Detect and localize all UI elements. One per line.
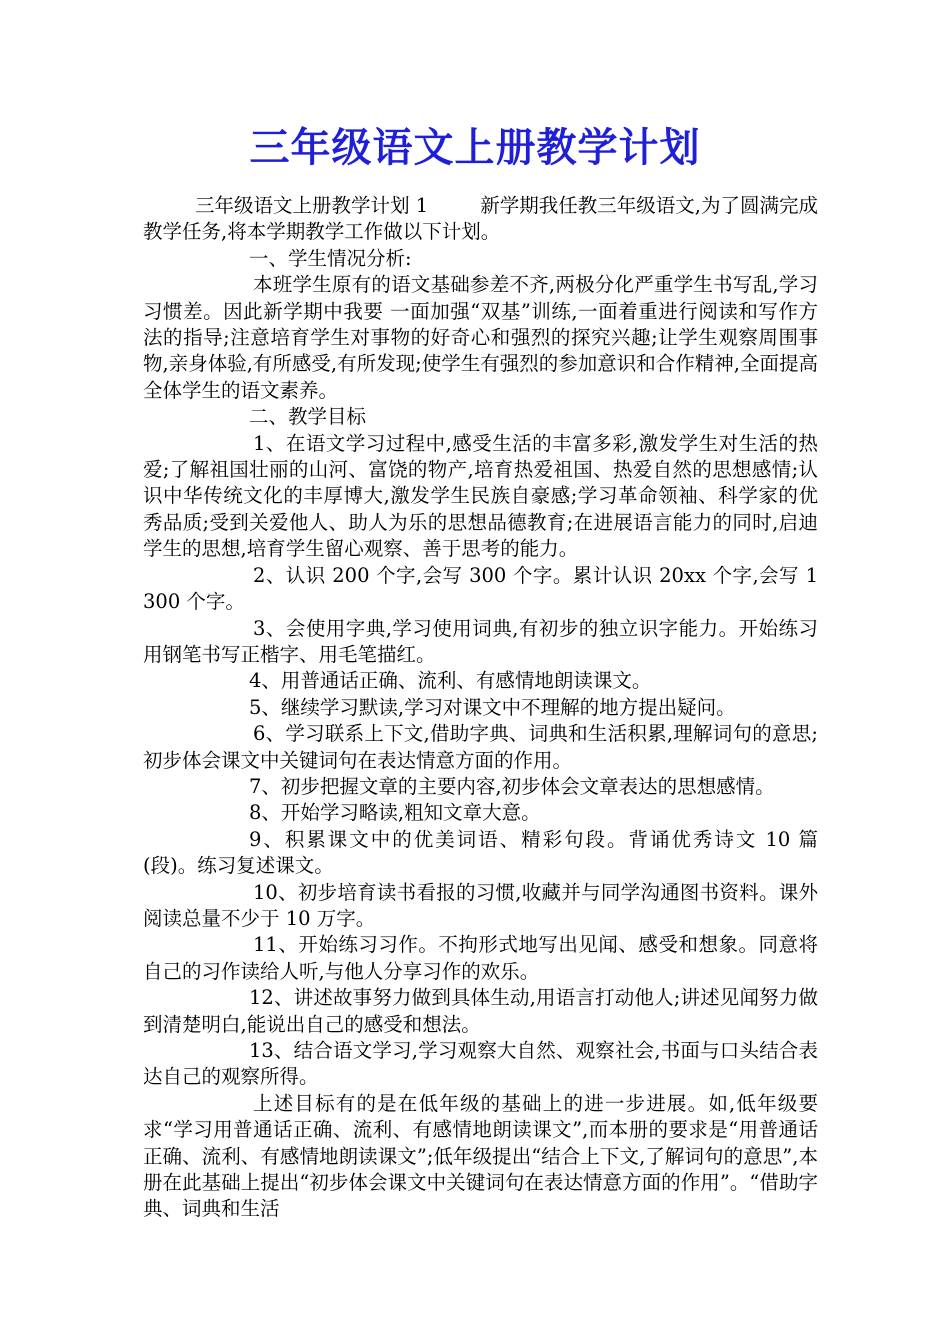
section1-heading: 一、学生情况分析:: [249, 246, 412, 270]
goal-item: 11、开始练习习作。不拘形式地写出见闻、感受和想象。同意将自己的习作读给人听,与他人分享习作的欢乐。: [143, 933, 818, 983]
goal-item: 10、初步培育读书看报的习惯,收藏并与同学沟通图书资料。课外阅读总量不少于 10 万字。: [143, 880, 818, 930]
goal-item: 9、积累课文中的优美词语、精彩句段。背诵优秀诗文 10 篇(段)。练习复述课文。: [143, 827, 818, 878]
section1-text: 本班学生原有的语文基础参差不齐,两极分化严重学生书写乱,学习习惯差。因此新学期中我要 一面加强“双基”训练,一面着重进行阅读和写作方法的指导;注意培育学生对事物的好奇心和强烈的探究兴趣;让学生观察周围事物,亲身体验,有所感受,有所发现;使学生有强烈的参加意识和合作精神,全面提高全体学生的语文素养。: [143, 273, 818, 402]
section2-heading: 二、教学目标: [249, 405, 367, 429]
goal-item: 13、结合语文学习,学习观察大自然、观察社会,书面与口头结合表达自己的观察所得。: [143, 1039, 818, 1089]
goal-item: 8、开始学习略读,粗知文章大意。: [249, 801, 541, 825]
intro-heading: 三年级语文上册教学计划 1: [195, 194, 429, 217]
goal-item: 12、讲述故事努力做到具体生动,用语言打动他人;讲述见闻努力做到清楚明白,能说出自己的感受和想法。: [143, 986, 818, 1036]
goal-item: 2、认识 200 个字,会写 300 个字。累计认识 20xx 个字,会写 1300 个字。: [143, 563, 818, 614]
goal-item: 5、继续学习默读,学习对课文中不理解的地方提出疑问。: [249, 695, 736, 719]
intro-paragraph: [143, 193, 818, 246]
goal-item: 6、学习联系上下文,借助字典、词典和生活积累,理解词句的意思;初步体会课文中关键词句在表达情意方面的作用。: [143, 722, 818, 772]
section2-summary: 上述目标有的是在低年级的基础上的进一步进展。如,低年级要求“学习用普通话正确、流利、有感情地朗读课文”,而本册的要求是“用普通话正确、流利、有感情地朗读课文”;低年级提出“结合上下文,了解词句的意思”,本册在此基础上提出“初步体会课文中关键词句在表达情意方面的作用”。“借助字典、词典和生活: [143, 1091, 818, 1221]
goal-item: 1、在语文学习过程中,感受生活的丰富多彩,激发学生对生活的热爱;了解祖国壮丽的山河、富饶的物产,培育热爱祖国、热爱自然的思想感情;认识中华传统文化的丰厚博大,激发学生民族自豪感;学习革命领袖、科学家的优秀品质;受到关爱他人、助人为乐的思想品德教育;在进展语言能力的同时,启迪学生的思想,培育学生留心观察、善于思考的能力。: [143, 431, 818, 561]
goal-item: 4、用普通话正确、流利、有感情地朗读课文。: [249, 669, 652, 693]
document-body: [143, 193, 818, 1223]
intro-text: 新学期我任教三年级语文,为了圆满完成教学任务,将本学期教学工作做以下计划。: [143, 194, 818, 244]
goal-item: 3、会使用字典,学习使用词典,有初步的独立识字能力。开始练习用钢笔书写正楷字、用毛笔描红。: [143, 616, 818, 666]
document-title: 三年级语文上册教学计划: [249, 124, 701, 171]
goal-item: 7、初步把握文章的主要内容,初步体会文章表达的思想感情。: [249, 774, 775, 798]
